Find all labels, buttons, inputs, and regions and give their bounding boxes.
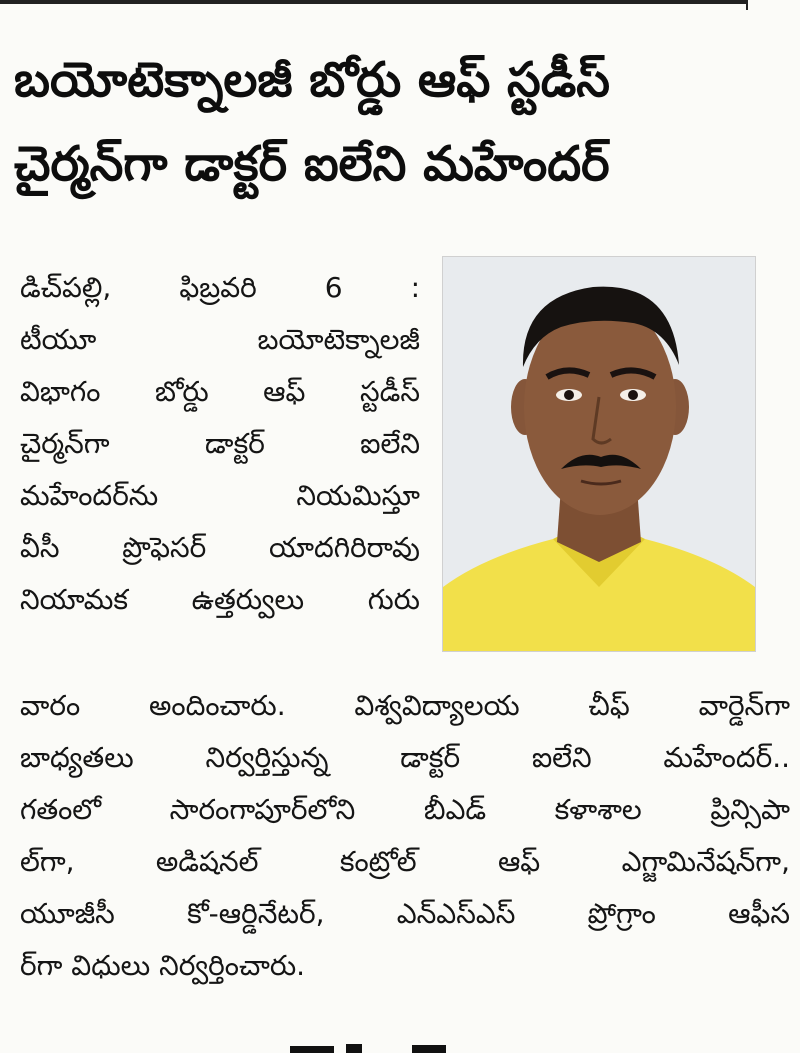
headline-line-1: బయోటెక్నాలజీ బోర్డు ఆఫ్ స్టడీస్	[14, 52, 610, 108]
article-line: వీసీ ప్రొఫెసర్ యాదగిరిరావు	[20, 531, 420, 564]
article-line: యూజీసీ కో-ఆర్డినేటర్, ఎన్ఎస్ఎస్ ప్రోగ్రాం ఆఫీస	[20, 897, 790, 930]
article-line: బాధ్యతలు నిర్వర్తిస్తున్న డాక్టర్ ఐలేని మహేందర్..	[20, 741, 790, 774]
portrait-illustration	[443, 257, 755, 651]
article-line: చైర్మన్‌గా డాక్టర్ ఐలేని	[20, 427, 420, 460]
article-line: డిచ్‌పల్లి, ఫిబ్రవరి 6 :	[20, 271, 420, 304]
headline-line-2: చైర్మన్‌గా డాక్టర్ ఐలేని మహేందర్	[14, 136, 610, 192]
article-line: వారం అందించారు. విశ్వవిద్యాలయ చీఫ్ వార్డెన్‌గా	[20, 689, 790, 722]
top-border-rule-end	[746, 0, 748, 10]
article-line: టీయూ బయోటెక్నాలజీ	[20, 323, 420, 356]
headline	[14, 38, 790, 206]
article-line: విభాగం బోర్డు ఆఫ్ స్టడీస్	[20, 375, 420, 408]
top-border-rule	[0, 0, 748, 4]
portrait-photo	[442, 256, 756, 652]
article-line: నియామక ఉత్తర్వులు గురు	[20, 583, 420, 616]
article-column-narrow	[20, 262, 420, 626]
cropped-next-article-fragment	[290, 1040, 460, 1053]
article-column-wide	[20, 680, 790, 992]
article-line: గతంలో సారంగాపూర్‌లోని బీఎడ్ కళాశాల ప్రిన్సిపా	[20, 793, 790, 826]
article-line: ర్‌గా విధులు నిర్వర్తించారు.	[20, 949, 306, 982]
article-line: మహేందర్‌ను నియమిస్తూ	[20, 479, 420, 512]
article-line: ల్‌గా, అడిషనల్ కంట్రోల్ ఆఫ్ ఎగ్జామినేషన్‌గా,	[20, 845, 790, 878]
